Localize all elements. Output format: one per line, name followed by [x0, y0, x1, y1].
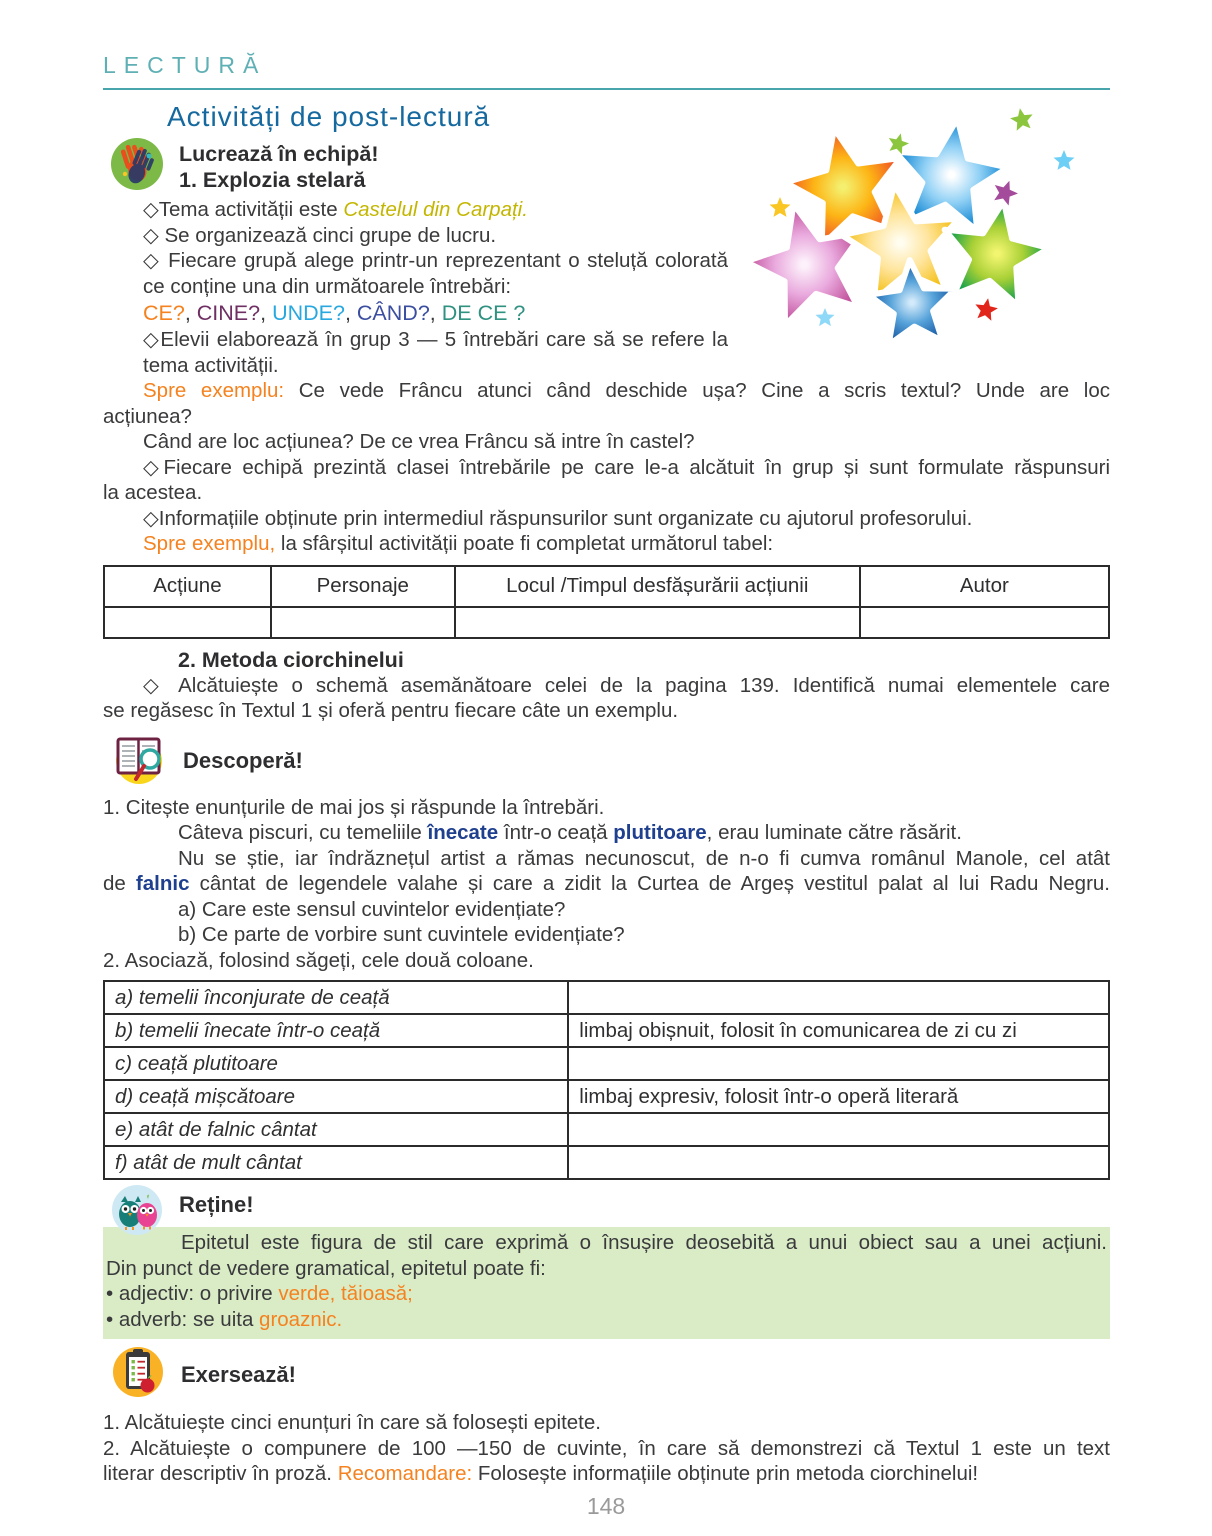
- table-cell: b) temelii înecate într-o ceață: [104, 1014, 568, 1047]
- star-cluster-image: [742, 100, 1110, 350]
- example-label: Spre exemplu,: [143, 532, 276, 555]
- chapter-divider: [103, 88, 1110, 90]
- table-cell: [568, 1113, 1109, 1146]
- question-words: CE?, CINE?, UNDE?, CÂND?, DE CE ?: [143, 301, 526, 325]
- table-row: [104, 1080, 1109, 1113]
- example1-line1: Spre exemplu: Ce vede Frâncu atunci când deschide ușa? Cine a scris textul? Unde are loc: [143, 379, 1110, 402]
- column-header: Personaje: [271, 566, 455, 607]
- page-number: 148: [586, 1493, 626, 1519]
- example2-line: Spre exemplu, la sfârșitul activității poate fi completat următorul tabel:: [143, 532, 774, 555]
- table-cell: d) ceață mișcătoare: [104, 1080, 568, 1113]
- bullet-elaborate: ◇Elevii elaborează în grup 3 — 5 întrebări care să se refere la tema activității.: [143, 328, 728, 377]
- practice-task2-line2: literar descriptiv în proză. Recomandare: Folosește informațiile obținute prin metoda ciorchinelui!: [103, 1462, 979, 1485]
- remember-heading: Reține!: [179, 1191, 254, 1217]
- small-star: [816, 308, 835, 326]
- hands-icon: [109, 136, 165, 197]
- example1-line2: acțiunea?: [103, 404, 192, 428]
- table-cell: c) ceață plutitoare: [104, 1047, 568, 1080]
- table-row: [104, 1146, 1109, 1179]
- question-word: UNDE?: [272, 301, 345, 325]
- method-line1: ◇ Alcătuiește o schemă asemănătoare celei de la pagina 139. Identifică numai elementele care: [143, 673, 1110, 697]
- bullet-choose: ◇ Fiecare grupă alege printr-un reprezentant o steluță colorată ce conține una din următoarele întrebări:: [143, 249, 728, 298]
- page-title: Activități de post-lectură: [167, 101, 491, 132]
- book-magnifier-icon: [109, 730, 169, 793]
- example1-more: Când are loc acțiunea? De ce vrea Frâncu să intre în castel?: [143, 430, 695, 453]
- table-row: [104, 1014, 1109, 1047]
- epithet-bullet-adverb: • adverb: se uita groaznic.: [106, 1307, 343, 1331]
- column-header: Autor: [860, 566, 1109, 607]
- small-star: [1054, 150, 1075, 170]
- method-line2: se regăsesc în Textul 1 și oferă pentru fiecare câte un exemplu.: [103, 699, 679, 722]
- clipboard-apple-icon: [109, 1343, 167, 1406]
- table-row: [104, 1113, 1109, 1146]
- practice-heading: Exersează!: [181, 1361, 296, 1387]
- question-b: b) Ce parte de vorbire sunt cuvintele evidențiate?: [178, 923, 625, 946]
- chapter-label: LECTURĂ: [103, 52, 267, 78]
- table-cell: [568, 1047, 1109, 1080]
- question-word: DE CE ?: [441, 301, 526, 325]
- matching-table: [103, 980, 1110, 1180]
- question-word: CÂND?: [356, 301, 430, 325]
- column-header: Locul /Timpul desfășurării acțiunii: [455, 566, 860, 607]
- small-star: [1010, 108, 1033, 131]
- remember-box: [103, 1227, 1110, 1339]
- recommendation-label: Recomandare:: [337, 1462, 473, 1485]
- table-cell: limbaj expresiv, folosit într-o operă literară: [568, 1080, 1109, 1113]
- discover-heading: Descoperă!: [183, 748, 303, 773]
- highlighted-word: falnic: [135, 872, 190, 895]
- small-star: [975, 298, 998, 321]
- epithet-bullet-adjective: • adjectiv: o privire verde, tăioasă;: [106, 1282, 413, 1305]
- highlighted-word: plutitoare: [613, 821, 707, 844]
- table-cell: [568, 1146, 1109, 1179]
- practice-heading-row: [109, 1343, 1110, 1406]
- method-heading: 2. Metoda ciorchinelui: [178, 647, 404, 672]
- column-header: Acțiune: [104, 566, 271, 607]
- table-row: [104, 607, 1109, 638]
- owls-icon: [109, 1182, 165, 1243]
- table-cell: f) atât de mult cântat: [104, 1146, 568, 1179]
- remember-heading-row: [109, 1182, 1110, 1227]
- team-heading: Lucrează în echipă!: [179, 141, 379, 166]
- quote2-line1: Nu se știe, iar îndrăznețul artist a rămas necunoscut, de n-o fi cumva românul Manole, cel atât: [178, 846, 1110, 870]
- table-cell: [104, 607, 271, 638]
- table-row: [104, 1047, 1109, 1080]
- discover-task1: 1. Citește enunțurile de mai jos și răspunde la întrebări.: [103, 795, 605, 819]
- table-cell: [271, 607, 455, 638]
- table-cell: limbaj obișnuit, folosit în comunicarea de zi cu zi: [568, 1014, 1109, 1047]
- small-star: [770, 197, 791, 217]
- table-cell: [568, 981, 1109, 1014]
- question-a: a) Care este sensul cuvintelor evidențiate?: [178, 897, 566, 921]
- practice-task1: 1. Alcătuiește cinci enunțuri în care să folosești epitete.: [103, 1411, 601, 1434]
- table-cell: [455, 607, 860, 638]
- definition-line1: Epitetul este figura de stil care exprimă o însușire deosebită a unui obiect sau a unei acțiuni.: [181, 1231, 1107, 1254]
- table-cell: a) temelii înconjurate de ceață: [104, 981, 568, 1014]
- bullet-teams-line1: ◇Fiecare echipă prezintă clasei întrebările pe care le-a alcătuit în grup și sunt formulate răspunsuri: [143, 455, 1110, 479]
- quote1: Câteva piscuri, cu temeliile înecate într-o ceață plutitoare, erau luminate către răsărit.: [178, 821, 962, 844]
- practice-task2-line1: 2. Alcătuiește o compunere de 100 —150 de cuvinte, în care să demonstrezi că Textul 1 este un text: [103, 1436, 1110, 1460]
- question-word: CE?: [143, 301, 185, 325]
- example-label: Spre exemplu:: [143, 379, 285, 402]
- epithet-example: verde, tăioasă;: [278, 1282, 413, 1305]
- discover-heading-row: [109, 730, 1110, 793]
- question-word: CINE?: [196, 301, 261, 325]
- definition-line2: Din punct de vedere gramatical, epitetul poate fi:: [106, 1256, 546, 1280]
- table-header-row: [104, 566, 1109, 607]
- epithet-example: groaznic.: [259, 1307, 343, 1331]
- bullet-theme: ◇Tema activității este Castelul din Carpați.: [143, 198, 528, 221]
- table-cell: e) atât de falnic cântat: [104, 1113, 568, 1146]
- activity-heading: 1. Explozia stelară: [179, 167, 366, 192]
- team-heading-row: [109, 136, 728, 197]
- bullet-groups: ◇ Se organizează cinci grupe de lucru.: [143, 223, 497, 247]
- theme-title: Castelul din Carpați.: [343, 198, 528, 221]
- bullet-teams-line2: la acestea.: [103, 481, 203, 504]
- discover-task2: 2. Asociază, folosind săgeți, cele două coloane.: [103, 948, 534, 972]
- small-star: [994, 181, 1018, 206]
- star-questions-table: [103, 565, 1110, 639]
- quote2-line2: de falnic cântat de legendele valahe și care a zidit la Curtea de Argeș vestitul palat al lui Radu Negru.: [103, 872, 1110, 895]
- highlighted-word: înecate: [427, 821, 499, 844]
- star-cluster: [746, 98, 1106, 353]
- table-row: [104, 981, 1109, 1014]
- bullet-info: ◇Informațiile obținute prin intermediul răspunsurilor sunt organizate cu ajutorul profesorului.: [143, 506, 973, 530]
- table-cell: [860, 607, 1109, 638]
